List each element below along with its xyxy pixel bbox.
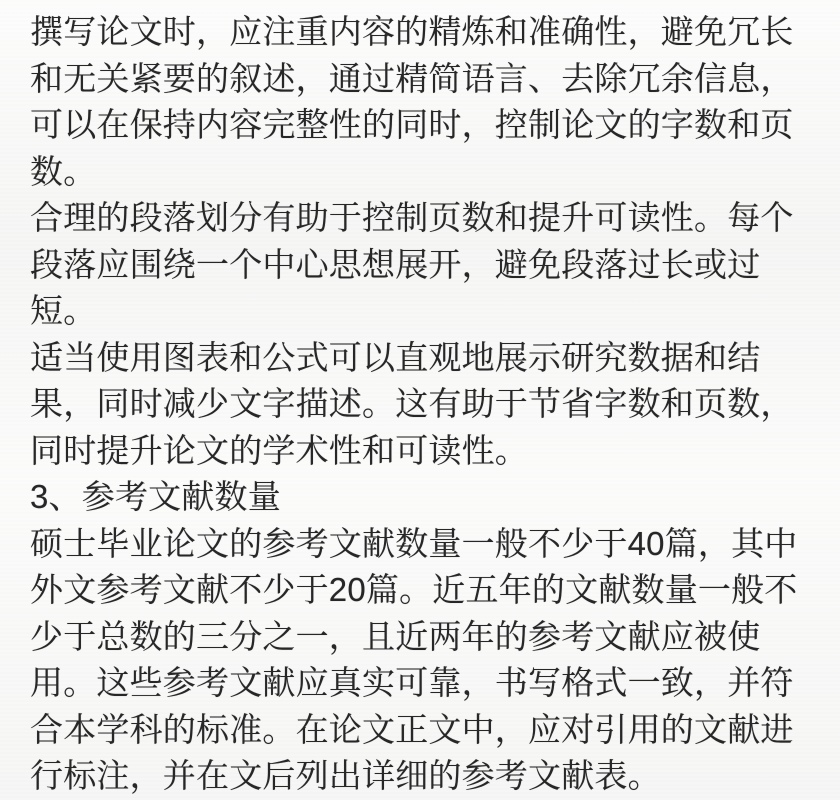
section-heading-line: 3、参考文献数量 xyxy=(30,478,281,515)
text-line: 数。 xyxy=(30,152,97,190)
text-line: 硕士毕业论文的参考文献数量一般不少于40篇，其中 xyxy=(30,524,798,562)
text-line: 短。 xyxy=(30,292,97,329)
text-line: 外文参考文献不少于20篇。近五年的文献数量一般不 xyxy=(30,571,798,608)
text-line: 少于总数的三分之一，且近两年的参考文献应被使 xyxy=(30,617,761,655)
text-line: 可以在保持内容完整性的同时，控制论文的字数和页 xyxy=(30,106,794,143)
text-line: 合本学科的标准。在论文正文中，应对引用的文献进 xyxy=(30,710,794,748)
text-line: 行标注，并在文后列出详细的参考文献表。 xyxy=(30,757,661,794)
text-line: 同时提升论文的学术性和可读性。 xyxy=(30,431,528,469)
text-line: 用。这些参考文献应真实可靠，书写格式一致，并符 xyxy=(30,664,794,701)
text-line: 合理的段落划分有助于控制页数和提升可读性。每个 xyxy=(30,199,794,236)
text-line: 段落应围绕一个中心思想展开，避免段落过长或过 xyxy=(30,245,761,283)
text-line: 撰写论文时，应注重内容的精炼和准确性，避免冗长 xyxy=(30,13,794,50)
text-line: 适当使用图表和公式可以直观地展示研究数据和结 xyxy=(30,338,761,376)
text-line: 和无关紧要的叙述，通过精简语言、去除冗余信息， xyxy=(30,59,794,97)
text-line: 果，同时减少文字描述。这有助于节省字数和页数， xyxy=(30,385,794,422)
document-text-block xyxy=(30,9,814,800)
